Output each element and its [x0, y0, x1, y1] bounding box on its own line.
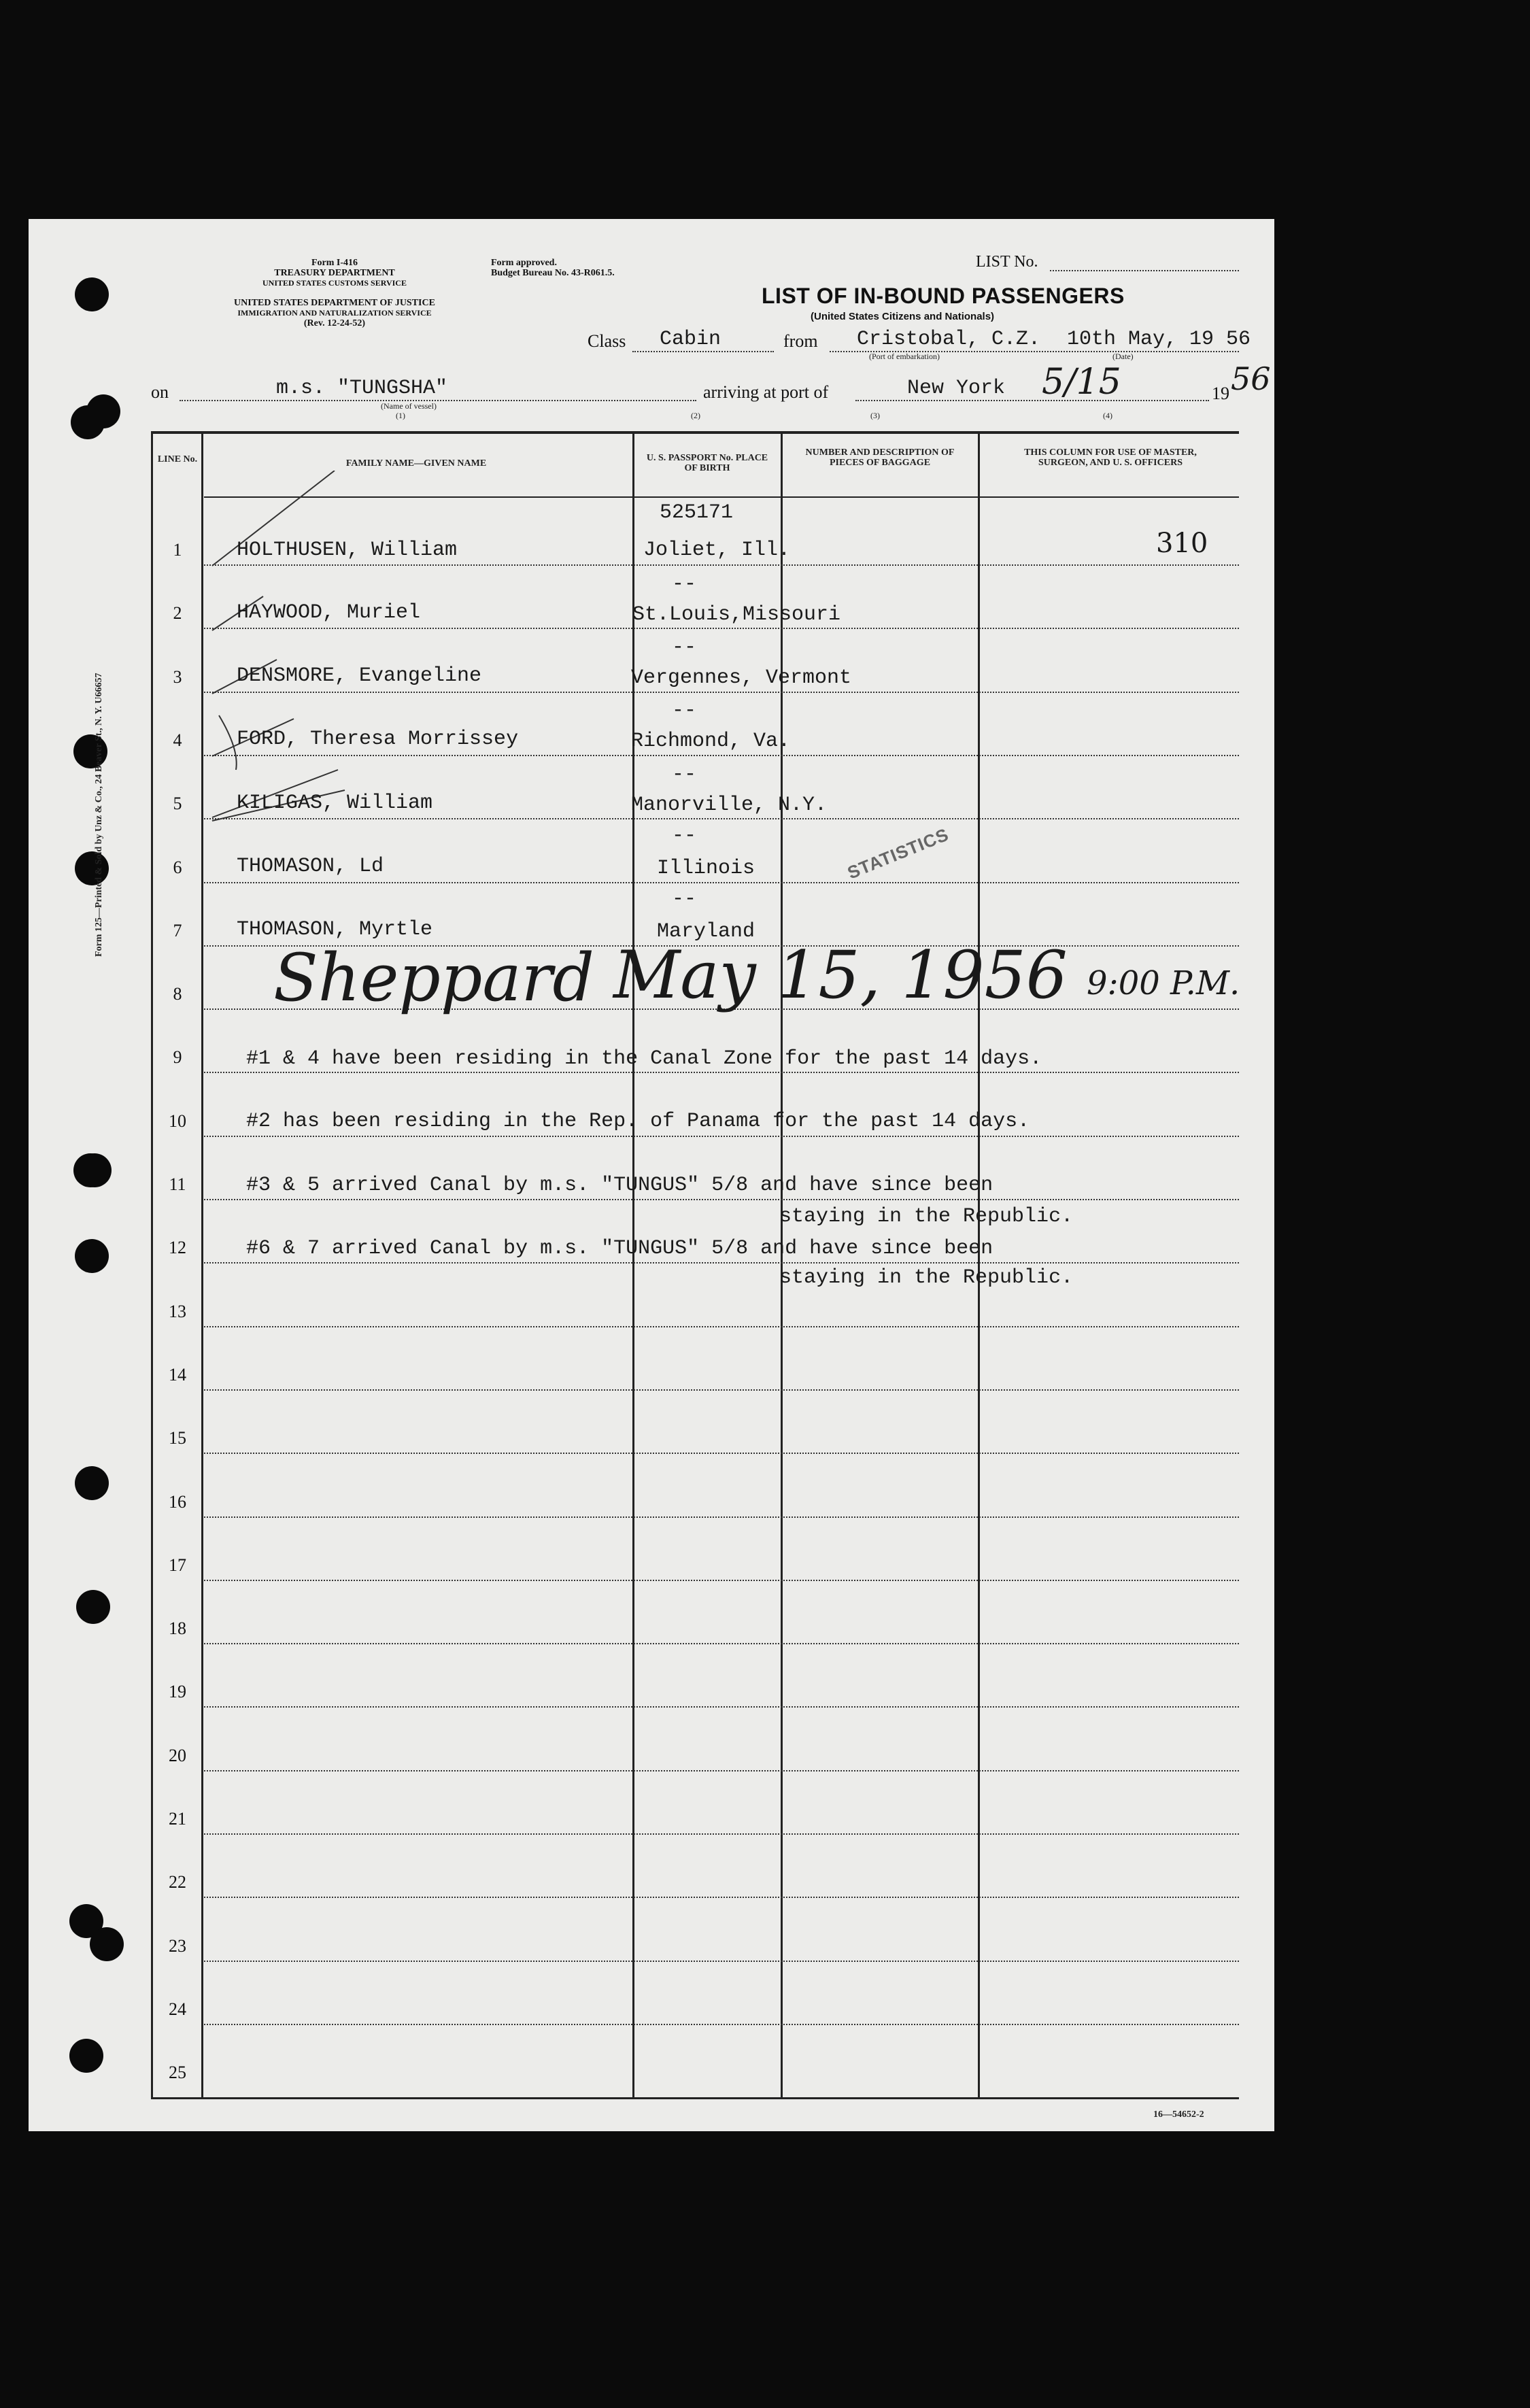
line-number: 17: [169, 1555, 186, 1575]
vessel-field: [180, 400, 696, 401]
statistics-stamp: STATISTICS: [844, 824, 952, 883]
line-number: 25: [169, 2063, 186, 2082]
row-line: [204, 1580, 1239, 1581]
line-number: 19: [169, 1682, 186, 1701]
port-caption: (Port of embarkation): [869, 352, 940, 361]
binder-hole: [75, 277, 109, 311]
note-line-11a: #3 & 5 arrived Canal by m.s. "TUNGUS" 5/8 and have since been: [246, 1174, 993, 1197]
caption-1: (1): [396, 411, 405, 420]
binder-hole: [90, 1927, 124, 1961]
row-line: [204, 1199, 1239, 1200]
arrival-field: [855, 400, 1209, 401]
list-subtitle: (United States Citizens and Nationals): [811, 311, 995, 322]
caption-4: (4): [1103, 411, 1112, 420]
form-number: Form I-416: [311, 258, 358, 268]
line-number: 4: [173, 730, 182, 750]
list-no-field: [1050, 270, 1239, 271]
line-number: 11: [169, 1174, 186, 1194]
from-label: from: [783, 331, 818, 351]
line-number: 13: [169, 1302, 186, 1321]
col-officers: THIS COLUMN FOR USE OF MASTER, SURGEON, AND U. S. OFFICERS: [1024, 447, 1197, 468]
table-top-rule: [151, 431, 1239, 434]
line-number: 3: [173, 667, 182, 687]
col-passport-birth: U. S. PASSPORT No. PLACE OF BIRTH: [646, 453, 768, 473]
row-line: [204, 1136, 1239, 1137]
passenger-7-name: THOMASON, Myrtle: [237, 918, 433, 941]
revision: (Rev. 12-24-52): [303, 318, 366, 328]
passenger-5-birth: Manorville, N.Y.: [631, 794, 828, 817]
line-number: 16: [169, 1492, 186, 1512]
passenger-6-birth: Illinois: [657, 857, 755, 880]
line-number: 9: [173, 1047, 182, 1067]
row-line: [204, 1453, 1239, 1454]
form-approved: Form approved.: [491, 258, 557, 268]
row-line: [204, 1072, 1239, 1073]
passenger-2-name: HAYWOOD, Muriel: [237, 601, 421, 624]
row-line: [204, 882, 1239, 883]
line-number: 5: [173, 794, 182, 813]
row-line: [204, 1897, 1239, 1898]
line-number: 6: [173, 858, 182, 877]
passenger-3-passport: --: [672, 636, 697, 659]
table-left-border: [151, 433, 153, 2099]
vessel-name: m.s. "TUNGSHA": [276, 377, 448, 400]
arriving-label: arriving at port of: [703, 382, 829, 402]
row-line: [204, 1706, 1239, 1708]
year-handwritten: 56: [1231, 360, 1271, 397]
line-number: 23: [169, 1936, 186, 1956]
passenger-6-name: THOMASON, Ld: [237, 855, 384, 878]
row-line: [204, 1516, 1239, 1518]
arrival-date-handwritten: 5/15: [1042, 362, 1121, 403]
budget-bureau: Budget Bureau No. 43-R061.5.: [491, 268, 615, 278]
line-number: 21: [169, 1809, 186, 1829]
line-number: 7: [173, 921, 182, 940]
passenger-4-passport: --: [672, 699, 697, 722]
row-line: [204, 1833, 1239, 1835]
passenger-4-name: FORD, Theresa Morrissey: [237, 728, 519, 751]
printer-imprint: Form 125—Printed & Sold by Unz & Co., 24 Beaver St., N. Y. U66657: [94, 673, 104, 957]
vessel-caption: (Name of vessel): [381, 401, 437, 411]
passenger-1-passport: 525171: [660, 501, 734, 524]
line-number: 14: [169, 1365, 186, 1385]
passenger-1-name: HOLTHUSEN, William: [237, 539, 458, 562]
passenger-1-birth: Joliet, Ill.: [643, 539, 791, 562]
arrival-port: New York: [907, 377, 1006, 400]
immigration-service: IMMIGRATION AND NATURALIZATION SERVICE: [237, 308, 432, 318]
binder-hole: [75, 1466, 109, 1500]
note-line-12b: staying in the Republic.: [779, 1266, 1074, 1289]
note-line-12a: #6 & 7 arrived Canal by m.s. "TUNGUS" 5/8 and have since been: [246, 1237, 993, 1260]
footer-code: 16—54652-2: [1153, 2109, 1204, 2120]
list-title: LIST OF IN-BOUND PASSENGERS: [762, 284, 1125, 308]
col-baggage: NUMBER AND DESCRIPTION OF PIECES OF BAGGAGE: [805, 447, 955, 468]
binder-hole: [75, 1239, 109, 1273]
row-line: [204, 1262, 1239, 1264]
treasury-department: TREASURY DEPARTMENT: [274, 268, 395, 278]
baggage-divider: [978, 433, 980, 2099]
signoff-date: May 15, 1956: [613, 937, 1068, 1013]
row-line: [204, 2024, 1239, 2025]
passenger-1-officer-note: 310: [1156, 528, 1208, 559]
line-number: 24: [169, 1999, 186, 2019]
row-line: [204, 1326, 1239, 1327]
line-number: 10: [169, 1111, 186, 1131]
binder-hole: [86, 394, 120, 428]
list-no-label: LIST No.: [976, 253, 1038, 271]
line-number: 18: [169, 1618, 186, 1638]
year-prefix: 19: [1212, 384, 1229, 403]
passenger-6-passport: --: [672, 824, 697, 847]
passenger-2-passport: --: [672, 573, 697, 596]
row-line: [204, 1643, 1239, 1644]
line-number: 15: [169, 1428, 186, 1448]
line-number: 2: [173, 603, 182, 623]
date-caption: (Date): [1112, 352, 1134, 361]
port-of-embarkation: Cristobal, C.Z.: [857, 328, 1041, 351]
embarkation-date: 10th May, 19 56: [1067, 328, 1251, 351]
binder-hole: [76, 1590, 110, 1624]
class-field: [632, 351, 774, 352]
signoff-name: Sheppard: [273, 940, 594, 1016]
note-line-10: #2 has been residing in the Rep. of Panama for the past 14 days.: [246, 1110, 1030, 1133]
passenger-5-name: KILIGAS, William: [237, 792, 433, 815]
passenger-3-birth: Vergennes, Vermont: [631, 666, 852, 690]
on-label: on: [151, 382, 169, 402]
passenger-7-passport: --: [672, 887, 697, 911]
row-line: [204, 1961, 1239, 1962]
binder-hole: [73, 1153, 107, 1187]
class-label: Class: [588, 331, 626, 351]
row-line: [204, 1770, 1239, 1771]
binder-hole: [69, 2039, 103, 2073]
customs-service: UNITED STATES CUSTOMS SERVICE: [262, 278, 407, 288]
caption-2: (2): [691, 411, 700, 420]
passenger-2-birth: St.Louis,Missouri: [632, 603, 841, 626]
note-line-9: #1 & 4 have been residing in the Canal Zone for the past 14 days.: [246, 1047, 1042, 1070]
signoff-time: 9:00 P.M.: [1087, 964, 1240, 1002]
line-number: 22: [169, 1872, 186, 1892]
passenger-3-name: DENSMORE, Evangeline: [237, 664, 482, 688]
caption-3: (3): [870, 411, 880, 420]
row-line: [204, 1389, 1239, 1391]
passenger-7-birth: Maryland: [657, 920, 755, 943]
class-value: Cabin: [660, 328, 721, 351]
line-number: 12: [169, 1238, 186, 1257]
manifest-page: [29, 219, 1274, 2131]
passenger-5-passport: --: [672, 763, 697, 786]
line-number: 8: [173, 984, 182, 1004]
note-line-11b: staying in the Republic.: [779, 1205, 1074, 1228]
passenger-4-birth: Richmond, Va.: [631, 730, 791, 753]
table-bottom-rule: [151, 2097, 1239, 2099]
department-of-justice: UNITED STATES DEPARTMENT OF JUSTICE: [234, 298, 435, 308]
col-family-name: FAMILY NAME—GIVEN NAME: [345, 458, 487, 469]
line-number: 1: [173, 540, 182, 560]
line-number: 20: [169, 1746, 186, 1765]
col-line-no: LINE No.: [157, 454, 198, 464]
